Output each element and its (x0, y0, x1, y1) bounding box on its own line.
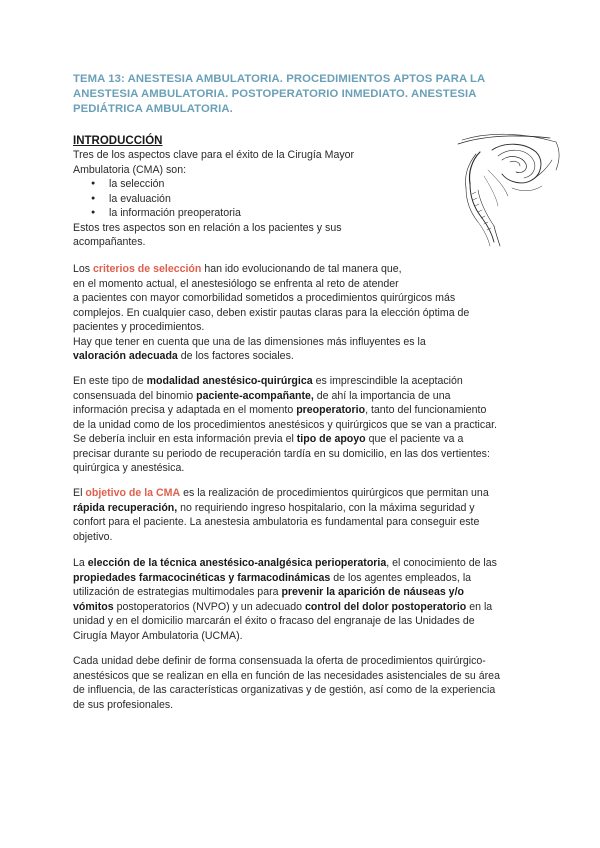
bold-term: propiedades farmacocinéticas y farmacodinámicas (73, 571, 331, 584)
title-line: TEMA 13: ANESTESIA AMBULATORIA. PROCEDIMIENTOS APTOS PARA LA (73, 73, 486, 85)
text-line: de influencia, de las características organizativas y de gestión, así como de la experiencia (73, 684, 496, 696)
text-line: confort para el paciente. La anestesia ambulatoria es fundamental para conseguir este (73, 516, 480, 528)
text-run: , el conocimiento de las (386, 557, 497, 569)
text-line: objetivo. (73, 530, 113, 543)
unit-definition-paragraph (73, 654, 500, 712)
text-run: El (73, 487, 86, 499)
highlight-term: criterios de selección (93, 263, 202, 275)
text-line: en el momento actual, el anestesiólogo se enfrenta al reto de atender (73, 277, 399, 290)
text-line (73, 403, 497, 418)
bold-term: modalidad anestésico-quirúrgica (146, 375, 313, 387)
text-run: información precisa y adaptada en el momento (73, 404, 297, 416)
bold-term: tipo de apoyo (296, 433, 366, 445)
text-line (73, 486, 489, 501)
text-run: no requiriendo ingreso hospitalario, con la máxima seguridad y (177, 501, 475, 514)
text-line: de sus profesionales. (73, 698, 174, 711)
text-line (73, 349, 469, 364)
text-run: postoperatorios (NVPO) y un adecuado (113, 600, 306, 613)
list-item: ● la selección (73, 177, 354, 192)
technique-paragraph (73, 556, 497, 643)
text-line (73, 501, 489, 516)
text-line: Ambulatoria (CMA) son: (73, 163, 187, 176)
text-line: Hay que tener en cuenta que una de las dimensiones más influyentes es la (73, 335, 426, 348)
intro-paragraph (73, 148, 354, 250)
text-line (73, 389, 497, 404)
text-run: utilización de estrategias multimodales para (73, 586, 282, 598)
text-run: Los (73, 263, 94, 275)
bold-term: vómitos (73, 600, 114, 613)
text-line: Cada unidad debe definir de forma consensuada la oferta de procedimientos quirúrgico- (73, 655, 486, 667)
bold-term: control del dolor postoperatorio (305, 600, 467, 613)
text-line: pacientes y procedimientos. (73, 321, 205, 333)
text-run: , tanto del funcionamiento (365, 404, 487, 416)
text-line (73, 571, 497, 586)
bold-term: rápida recuperación, (73, 501, 178, 514)
text-line: complejos. En cualquier caso, deben existir pautas claras para la elección óptima de (73, 306, 470, 319)
text-line: de la unidad como de los procedimientos anestésicos y quirúrgicos que se van a practicar. (73, 418, 497, 431)
text-run: de ahí la importancia de una (313, 389, 451, 402)
text-line (73, 262, 469, 277)
text-run: de los agentes empleados, la (330, 571, 472, 584)
key-aspects-list (73, 177, 354, 221)
bold-term: prevenir la aparición de náuseas y/o (281, 586, 464, 598)
text-line: Estos tres aspectos son en relación a los pacientes y sus (73, 221, 342, 234)
text-line: quirúrgica y anestésica. (73, 462, 185, 474)
modality-paragraph (73, 374, 497, 476)
text-line (73, 432, 497, 447)
text-line (73, 600, 497, 615)
text-line: acompañantes. (73, 236, 146, 248)
text-line: Tres de los aspectos clave para el éxito de la Cirugía Mayor (73, 149, 355, 161)
bold-term: valoración adecuada (73, 350, 178, 362)
text-run: En este tipo de (73, 375, 147, 387)
bold-term: preoperatorio (296, 404, 366, 416)
highlight-term: objetivo de la CMA (85, 487, 181, 499)
text-run: La (73, 557, 88, 569)
text-line: precisar durante su periodo de recuperación tardía en su domicilio, en las dos vertientes: (73, 447, 490, 460)
text-run: es imprescindible la aceptación (312, 375, 463, 387)
text-line (73, 374, 497, 389)
text-line (73, 585, 497, 600)
anatomy-sketch-illustration (452, 130, 562, 248)
list-item: ● la información preoperatoria (73, 206, 354, 221)
title-line: ANESTESIA AMBULATORIA. POSTOPERATORIO INMEDIATO. ANESTESIA (73, 88, 477, 100)
selection-criteria-paragraph (73, 262, 469, 364)
text-line (73, 556, 497, 571)
text-run: es la realización de procedimientos quirúrgicos que permitan una (180, 487, 489, 499)
text-run: de los factores sociales. (177, 350, 294, 362)
bold-term: elección de la técnica anestésico-analgésica perioperatoria (87, 557, 387, 569)
text-run: han ido evolucionando de tal manera que, (201, 263, 402, 275)
text-run: consensuada del binomio (73, 389, 197, 402)
document-title (73, 72, 513, 117)
section-heading: INTRODUCCIÓN (73, 135, 163, 147)
title-line: PEDIÁTRICA AMBULATORIA. (73, 103, 233, 115)
text-run: en la (466, 600, 493, 613)
bold-term: paciente-acompañante, (196, 389, 314, 402)
text-line: unidad y en el domicilio marcarán el éxito o fracaso del engranaje de las Unidades de (73, 615, 475, 627)
text-run: que el paciente va a (365, 433, 464, 445)
text-line: a pacientes con mayor comorbilidad sometidos a procedimientos quirúrgicos más (73, 292, 456, 304)
text-line: Cirugía Mayor Ambulatoria (UCMA). (73, 629, 243, 642)
list-item: ● la evaluación (73, 192, 354, 207)
objective-paragraph (73, 486, 489, 544)
text-run: Se debería incluir en esta información previa el (73, 433, 297, 445)
text-line: anestésicos que se realizan en ella en función de las necesidades asistenciales de su área (73, 669, 500, 682)
